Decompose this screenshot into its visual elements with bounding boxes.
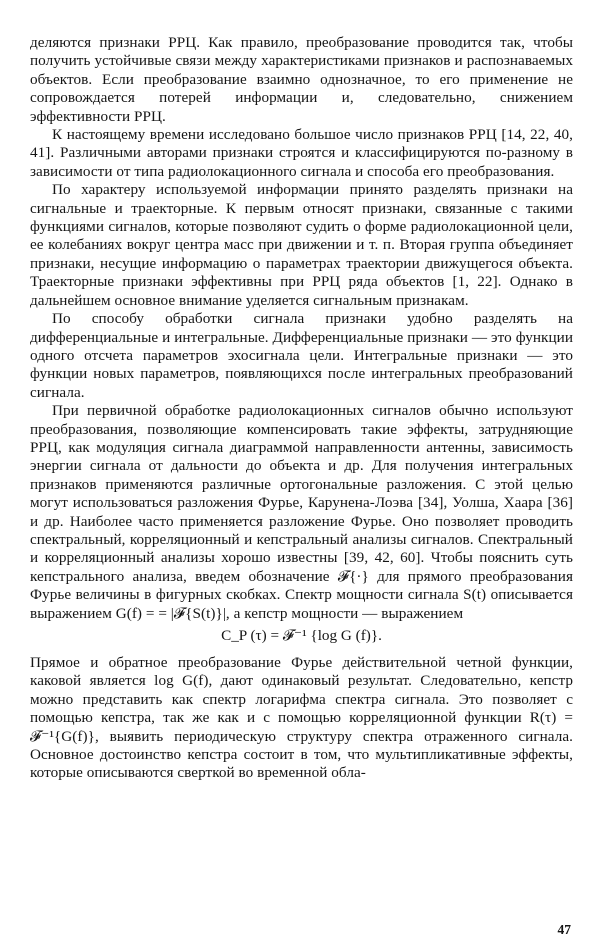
cepstrum-formula: C_P (τ) = 𝓕⁻¹ {log G (f)}.	[221, 627, 382, 644]
paragraph-2: К настоящему времени исследовано большое число признаков РРЦ [14, 22, 40, 41]. Различными авторами признаки строятся и классифицируются по-разному в зависимости от типа радиолокационного сигнала и способа его преобразования.	[30, 126, 573, 180]
paragraph-3: По характеру используемой информации принято разделять признаки на сигнальные и траекторные. К первым относят признаки, связанные с такими функциями сигналов, которые позволяют судить о форме радиолокационной цели, ее колебаниях вокруг центра масс при движении и т. п. Вторая группа объединяет признаки, несущие информацию о параметрах траектории движущегося объекта. Траекторные признаки эффективны при РРЦ ряда объектов [1, 22]. Однако в дальнейшем основное внимание уделяется сигнальным признакам.	[30, 181, 573, 309]
paragraph-1: деляются признаки РРЦ. Как правило, преобразование проводится так, чтобы получить устойчивые связи между характеристиками признаков и распознаваемых объектов. Если преобразование взаимно однозначное, то его применение не сопровождается потерей информации и, следовательно, снижением эффективности РРЦ.	[30, 34, 573, 125]
paragraph-5: При первичной обработке радиолокационных сигналов обычно используют преобразования, позволяющие компенсировать такие эффекты, затрудняющие РРЦ, как модуляция сигнала диаграммой направленности антенны, зависимость энергии сигнала от дальности до объекта и др. Для получения интегральных признаков применяются различные ортогональные разложения. С этой целью могут использоваться разложения Фурье, Карунена-Лоэва [34], Уолша, Хаара [36] и др. Наиболее часто применяется разложение Фурье. Оно позволяет проводить спектральный, корреляционный и кепстральный анализы сигналов. Спектральный и корреляционный анализы хорошо известны [39, 42, 60]. Чтобы пояснить суть кепстрального анализа, введем обозначение 𝓕{·} для прямого преобразования Фурье величины в фигурных скобках. Спектр мощности сигнала S(t) описывается выражением G(f) = = |𝓕{S(t)}|, а кепстр мощности — выражением	[30, 402, 573, 622]
paragraph-4: По способу обработки сигнала признаки удобно разделять на дифференциальные и интегральные. Дифференциальные признаки — это функции одного отсчета параметров эхосигнала цели. Интегральные признаки — это функции новых параметров, появляющихся после интегральных преобразований сигнала.	[30, 310, 573, 401]
paragraph-6: Прямое и обратное преобразование Фурье действительной четной функции, каковой является log G(f), дают одинаковый результат. Следовательно, кепстр можно представить как спектр логарифма спектра сигнала. Это позволяет с помощью кепстра, так же как и с помощью корреляционной функции R(τ) = 𝓕⁻¹{G(f)}, выявить периодическую структуру спектра отраженного сигнала. Основное достоинство кепстра состоит в том, что мультипликативные эффекты, которые описываются сверткой во временной обла-	[30, 654, 573, 782]
page-number: 47	[557, 922, 571, 937]
page-body	[30, 34, 573, 783]
